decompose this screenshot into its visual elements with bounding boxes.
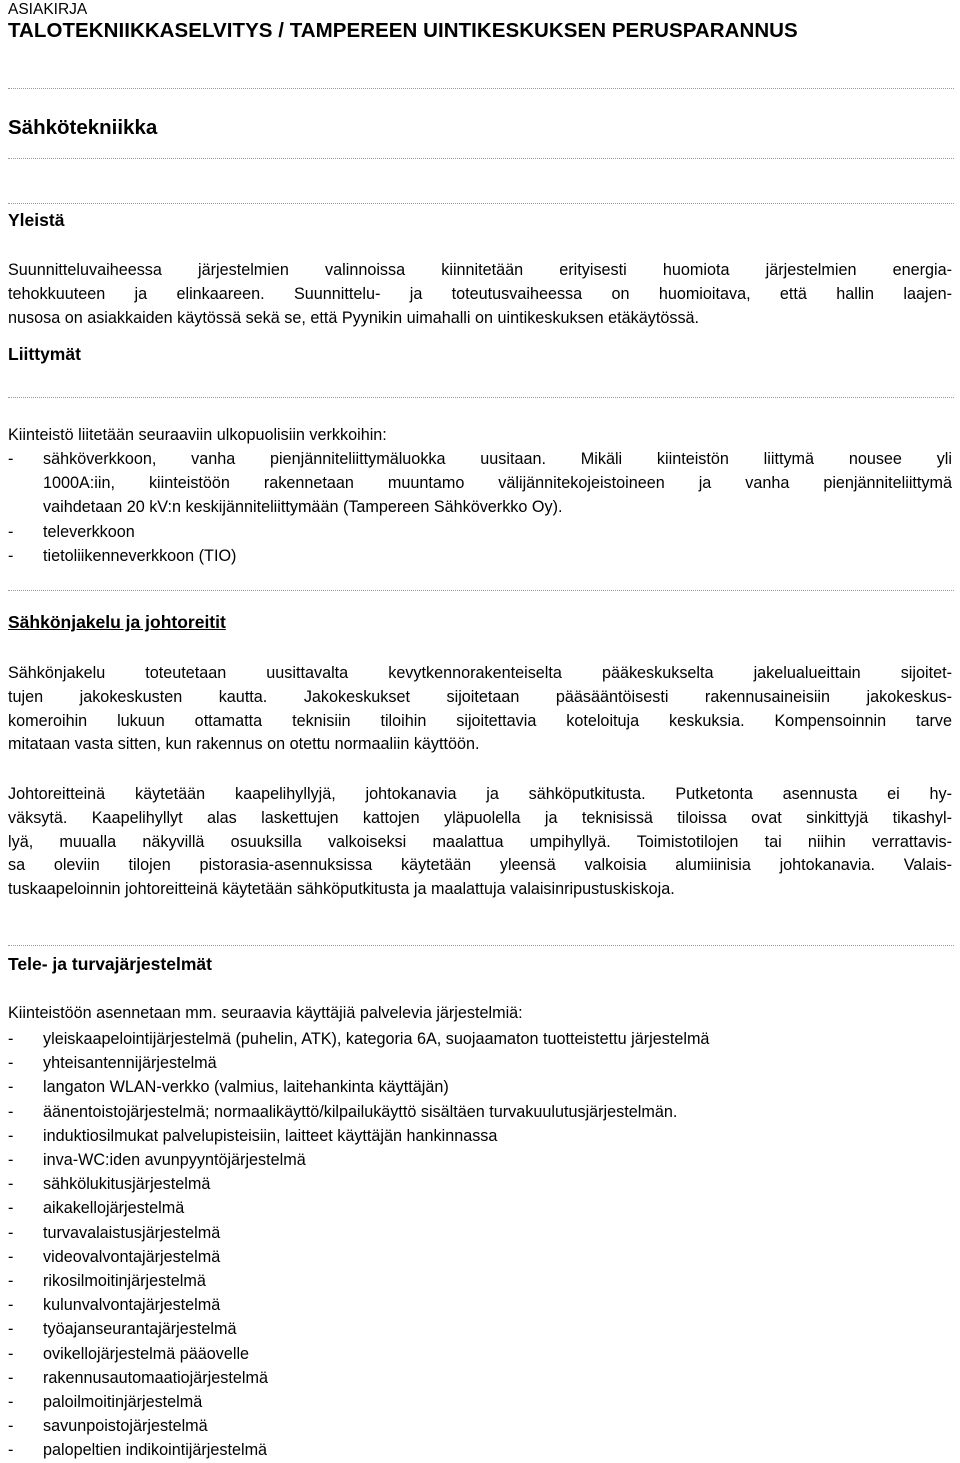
text-line: väksytä. Kaapelihyllyt alas laskettujen kattojen yläpuolella ja teknisissä tiloissa ovat sinkittyjä tikashyl- bbox=[8, 808, 952, 827]
list-item-text: paloilmoitinjärjestelmä bbox=[43, 1393, 203, 1412]
list-dash: - bbox=[8, 522, 14, 541]
divider bbox=[8, 203, 954, 204]
list-item bbox=[8, 1366, 952, 1390]
text-line: lyä, muualla näkyvillä osuuksilla valkoiseksi maalattua umpihyllyä. Toimistotilojen tai niihin verrattavis- bbox=[8, 832, 952, 851]
text-line: Sähkönjakelu toteutetaan uusittavalta kevytkennorakenteiselta pääkeskukselta jakelualueittain sijoitet- bbox=[8, 664, 952, 682]
list-item bbox=[8, 1051, 952, 1075]
list-item-text: inva-WC:iden avunpyyntöjärjestelmä bbox=[43, 1151, 306, 1170]
divider bbox=[8, 88, 954, 89]
text-line: Johtoreitteinä käytetään kaapelihyllyjä, johtokanavia ja sähköputkitusta. Putketonta asennusta ei hy- bbox=[8, 785, 952, 803]
list-dash: - bbox=[8, 546, 14, 565]
text-line: Kiinteistö liitetään seuraaviin ulkopuolisiin verkkoihin: bbox=[8, 426, 387, 444]
section-title: Sähkötekniikka bbox=[8, 116, 158, 139]
list-item-text: äänentoistojärjestelmä; normaalikäyttö/kilpailukäyttö sisältäen turvakuulutusjärjestelmän. bbox=[43, 1102, 678, 1121]
list-item-line: vaihdetaan 20 kV:n keskijänniteliittymään (Tampereen Sähköverkko Oy). bbox=[43, 498, 563, 517]
list-dash: - bbox=[8, 1151, 14, 1170]
list-item bbox=[8, 1245, 952, 1269]
list-dash: - bbox=[8, 1417, 14, 1436]
text-line: tujen jakokeskusten kautta. Jakokeskukset sijoitetaan pääsääntöisesti rakennusaineisiin jakokeskus- bbox=[8, 687, 952, 706]
list-dash: - bbox=[8, 1441, 14, 1460]
list-item bbox=[8, 1221, 952, 1245]
list-item-text: työajanseurantajärjestelmä bbox=[43, 1320, 237, 1339]
list-item-text: sähkölukitusjärjestelmä bbox=[43, 1175, 211, 1194]
list-dash: - bbox=[8, 1175, 14, 1194]
list-item bbox=[8, 1148, 952, 1172]
list-item bbox=[8, 1414, 952, 1438]
divider bbox=[8, 945, 954, 946]
list-item bbox=[8, 1196, 952, 1220]
list-item-text: kulunvalvontajärjestelmä bbox=[43, 1296, 221, 1315]
list-dash: - bbox=[8, 1272, 14, 1291]
list-dash: - bbox=[8, 1054, 14, 1073]
list-dash: - bbox=[8, 1320, 14, 1339]
document-title: TALOTEKNIIKKASELVITYS / TAMPEREEN UINTIKESKUKSEN PERUSPARANNUS bbox=[8, 19, 798, 42]
text-line: komeroihin lukuun ottamatta teknisiin tiloihin sijoitettavia koteloituja keskuksia. Kompensoinnin tarve bbox=[8, 711, 952, 730]
list-dash: - bbox=[8, 1247, 14, 1266]
list-item-text: rikosilmoitinjärjestelmä bbox=[43, 1272, 206, 1291]
list-item bbox=[8, 1390, 952, 1414]
list-dash: - bbox=[8, 1078, 14, 1097]
list-dash: - bbox=[8, 1223, 14, 1242]
divider bbox=[8, 397, 954, 398]
list-item bbox=[8, 447, 952, 520]
paragraph-jakelu-1 bbox=[8, 662, 952, 757]
paragraph-yleista bbox=[8, 259, 952, 330]
list-item bbox=[8, 1342, 952, 1366]
list-dash: - bbox=[8, 1030, 14, 1048]
divider bbox=[8, 590, 954, 591]
list-item-text: langaton WLAN-verkko (valmius, laitehankinta käyttäjän) bbox=[43, 1078, 449, 1097]
list-item bbox=[8, 1269, 952, 1293]
text-line: tuskaapeloinnin johtoreitteinä käytetään sähköputkitusta ja maalattuja valaisinripustuskiskoja. bbox=[8, 880, 675, 899]
list-dash: - bbox=[8, 1126, 14, 1145]
list-item-line: televerkkoon bbox=[43, 522, 135, 541]
heading-tele: Tele- ja turvajärjestelmät bbox=[8, 954, 212, 974]
list-item bbox=[8, 1317, 952, 1341]
list-item bbox=[8, 1172, 952, 1196]
text-line: Kiinteistöön asennetaan mm. seuraavia käyttäjiä palvelevia järjestelmiä: bbox=[8, 1004, 523, 1022]
text-line: sa oleviin tilojen pistorasia-asennuksissa käytetään yleensä valkoisia alumiinisia johtokanavia. Valais- bbox=[8, 856, 952, 875]
list-item-text: rakennusautomaatiojärjestelmä bbox=[43, 1368, 268, 1387]
list-dash: - bbox=[8, 1368, 14, 1387]
heading-yleista: Yleistä bbox=[8, 210, 65, 230]
list-dash: - bbox=[8, 1199, 14, 1218]
list-item-text: aikakellojärjestelmä bbox=[43, 1199, 185, 1218]
list-item bbox=[8, 1124, 952, 1148]
heading-liittymat: Liittymät bbox=[8, 344, 81, 364]
list-item bbox=[8, 544, 952, 568]
list-item-text: turvavalaistusjärjestelmä bbox=[43, 1223, 221, 1242]
list-item bbox=[8, 1027, 952, 1051]
list-item bbox=[8, 1100, 952, 1124]
text-line: nusosa on asiakkaiden käytössä sekä se, että Pyynikin uimahalli on uintikeskuksen etäkäytössä. bbox=[8, 308, 700, 327]
list-dash: - bbox=[8, 1344, 14, 1363]
text-line: tehokkuuteen ja elinkaareen. Suunnittelu- ja toteutusvaiheessa on huomioitava, että hallin laajen- bbox=[8, 284, 952, 303]
list-item-text: palopeltien indikointijärjestelmä bbox=[43, 1441, 268, 1460]
document-type-label: ASIAKIRJA bbox=[8, 1, 88, 18]
heading-sahkonjakelu: Sähkönjakelu ja johtoreitit bbox=[8, 612, 226, 632]
list-item bbox=[8, 1075, 952, 1099]
divider bbox=[8, 158, 954, 159]
paragraph-tele-intro bbox=[8, 1002, 952, 1026]
list-item bbox=[8, 1438, 952, 1462]
list-item-line: tietoliikenneverkkoon (TIO) bbox=[43, 546, 237, 565]
list-item-text: induktiosilmukat palvelupisteisiin, laitteet käyttäjän hankinnassa bbox=[43, 1126, 498, 1145]
list-item-text: videovalvontajärjestelmä bbox=[43, 1247, 221, 1266]
list-tele bbox=[8, 1027, 952, 1463]
list-item-text: savunpoistojärjestelmä bbox=[43, 1417, 208, 1436]
list-item bbox=[8, 1293, 952, 1317]
text-line: Suunnitteluvaiheessa järjestelmien valinnoissa kiinnitetään erityisesti huomiota järjestelmien energia- bbox=[8, 261, 952, 279]
paragraph-liittymat-intro bbox=[8, 424, 952, 448]
paragraph-jakelu-2 bbox=[8, 783, 952, 902]
list-item-text: yhteisantennijärjestelmä bbox=[43, 1054, 217, 1073]
list-dash: - bbox=[8, 1296, 14, 1315]
list-item-text: yleiskaapelointijärjestelmä (puhelin, ATK), kategoria 6A, suojaamaton tuotteistettu järjestelmä bbox=[43, 1030, 710, 1048]
list-dash: - bbox=[8, 1393, 14, 1412]
list-dash: - bbox=[8, 1102, 14, 1121]
list-liittymat bbox=[8, 447, 952, 568]
list-dash: - bbox=[8, 450, 14, 468]
list-item-text: ovikellojärjestelmä pääovelle bbox=[43, 1344, 250, 1363]
list-item-line: sähköverkkoon, vanha pienjänniteliittymäluokka uusitaan. Mikäli kiinteistön liittymä nousee yli bbox=[43, 450, 952, 468]
list-item bbox=[8, 520, 952, 544]
list-item-line: 1000A:iin, kiinteistöön rakennetaan muuntamo välijännitekojeistoineen ja vanha pienjänniteliittymä bbox=[43, 474, 952, 493]
text-line: mitataan vasta sitten, kun rakennus on otettu normaaliin käyttöön. bbox=[8, 735, 480, 754]
